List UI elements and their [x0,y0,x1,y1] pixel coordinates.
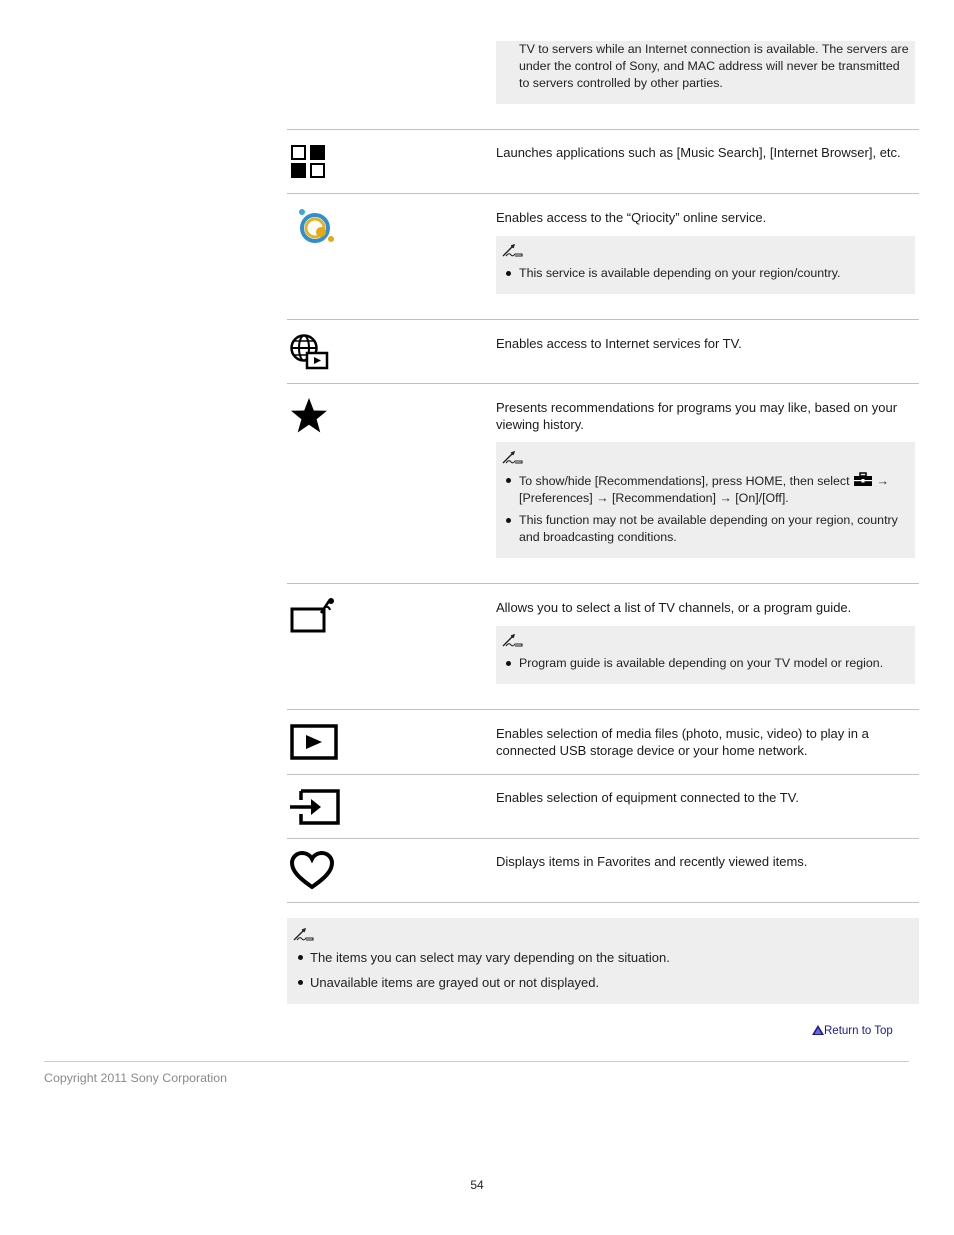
row-description: Launches applications such as [Music Search], [Internet Browser], etc. [496,145,901,160]
row-divider [287,709,919,710]
tv-broadcast-icon [289,597,337,635]
memo-icon [502,450,524,464]
row-divider [287,193,919,194]
row-description: Enables access to Internet services for TV. [496,336,742,351]
internet-video-icon [289,333,331,371]
row-description: Displays items in Favorites and recently viewed items. [496,854,808,869]
top-note-text: TV to servers while an Internet connection is available. The servers are under the control of Sony, and MAC address will never be transmitted to servers controlled by other parties. [519,42,909,90]
row-divider [287,838,919,839]
input-icon [289,787,341,827]
toolbox-settings-icon [853,472,873,487]
triangle-up-icon [812,1025,824,1035]
row-divider [287,129,919,130]
memo-icon [502,633,524,647]
row-description: Enables selection of media files (photo, music, video) to play in a connected USB storage device or your home network. [496,726,869,758]
return-to-top-label: Return to Top [824,1025,893,1037]
star-icon [289,396,329,436]
general-note-item: Unavailable items are grayed out or not displayed. [298,974,599,991]
row-divider [287,583,919,584]
memo-icon [293,927,315,941]
row-divider [287,774,919,775]
heart-icon [289,851,335,891]
note-item: This service is available depending on your region/country. [507,265,902,282]
footer-divider [44,1061,909,1062]
note-item: This function may not be available depending on your region, country and broadcasting conditions. [507,512,902,546]
note-item: Program guide is available depending on your TV model or region. [507,655,902,672]
return-to-top-link[interactable] [812,1025,893,1037]
row-divider [287,319,919,320]
general-note-item: The items you can select may vary depending on the situation. [298,949,670,966]
row-description: Enables selection of equipment connected to the TV. [496,790,799,805]
memo-icon [502,243,524,257]
media-play-icon [289,722,339,762]
row-description: Allows you to select a list of TV channels, or a program guide. [496,600,852,615]
top-note-box [496,41,915,104]
qriocity-icon [289,207,339,247]
row-divider [287,383,919,384]
copyright-text: Copyright 2011 Sony Corporation [44,1071,227,1085]
row-description: Presents recommendations for programs you may like, based on your viewing history. [496,400,898,432]
row-description: Enables access to the “Qriocity” online service. [496,210,767,225]
applications-grid-icon [289,143,329,181]
row-divider [287,902,919,903]
note-item: To show/hide [Recommendations], press HOME, then select → [Preferences] → [Recommendation] → [On]/[Off]. [507,472,902,507]
page-number: 54 [470,1178,484,1192]
